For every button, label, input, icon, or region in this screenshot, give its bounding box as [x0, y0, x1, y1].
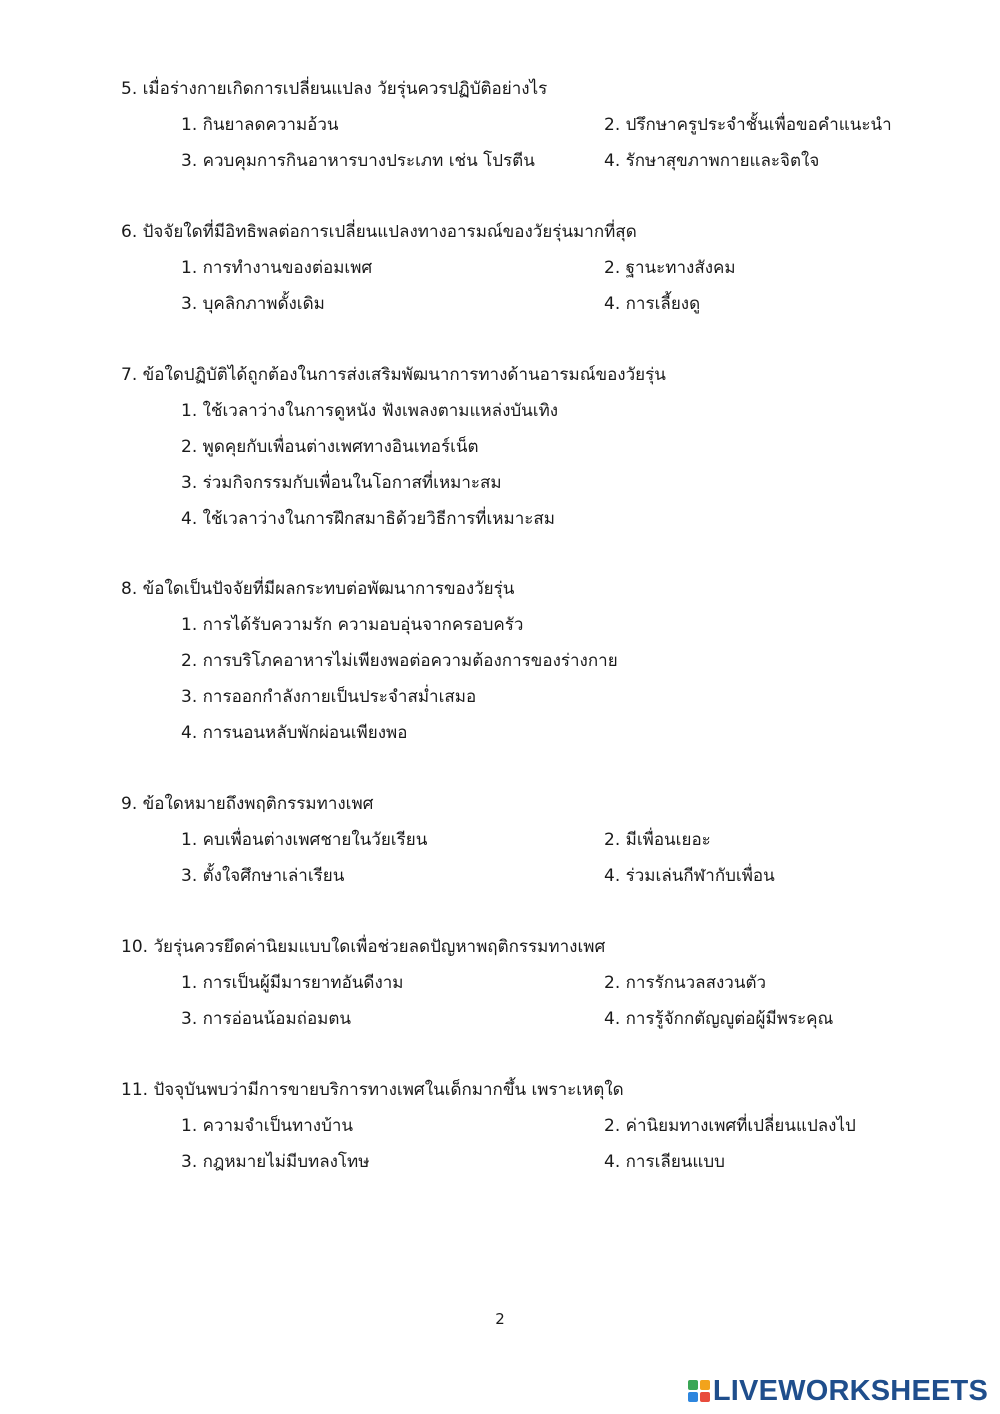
logo-text: LIVEWORKSHEETS [712, 1374, 988, 1407]
q9-option-4[interactable]: 4. ร่วมเล่นกีฬากับเพื่อน [604, 866, 775, 886]
q7-option-3[interactable]: 3. ร่วมกิจกรรมกับเพื่อนในโอกาสที่เหมาะสม [181, 473, 502, 493]
q9-option-2[interactable]: 2. มีเพื่อนเยอะ [604, 830, 711, 850]
question-10: 10. วัยรุ่นควรยึดค่านิยมแบบใดเพื่อช่วยลดปัญหาพฤติกรรมทางเพศ [121, 937, 606, 957]
question-6: 6. ปัจจัยใดที่มีอิทธิพลต่อการเปลี่ยนแปลงทางอารมณ์ของวัยรุ่นมากที่สุด [121, 222, 637, 242]
question-5: 5. เมื่อร่างกายเกิดการเปลี่ยนแปลง วัยรุ่นควรปฏิบัติอย่างไร [121, 79, 548, 99]
q11-option-1[interactable]: 1. ความจำเป็นทางบ้าน [181, 1116, 354, 1136]
q10-option-1[interactable]: 1. การเป็นผู้มีมารยาทอันดีงาม [181, 973, 404, 993]
logo-square-orange [700, 1380, 710, 1390]
liveworksheets-logo[interactable] [688, 1374, 988, 1408]
q8-option-2[interactable]: 2. การบริโภคอาหารไม่เพียงพอต่อความต้องการของร่างกาย [181, 651, 618, 671]
logo-square-red [700, 1392, 710, 1402]
question-9: 9. ข้อใดหมายถึงพฤติกรรมทางเพศ [121, 794, 374, 814]
question-7: 7. ข้อใดปฏิบัติได้ถูกต้องในการส่งเสริมพัฒนาการทางด้านอารมณ์ของวัยรุ่น [121, 365, 666, 385]
q7-option-1[interactable]: 1. ใช้เวลาว่างในการดูหนัง ฟังเพลงตามแหล่งบันเทิง [181, 401, 559, 421]
q6-option-3[interactable]: 3. บุคลิกภาพดั้งเดิม [181, 294, 325, 314]
q11-option-4[interactable]: 4. การเลียนแบบ [604, 1152, 725, 1172]
q10-option-3[interactable]: 3. การอ่อนน้อมถ่อมตน [181, 1009, 352, 1029]
q5-option-3[interactable]: 3. ควบคุมการกินอาหารบางประเภท เช่น โปรตีน [181, 151, 535, 171]
q5-option-4[interactable]: 4. รักษาสุขภาพกายและจิตใจ [604, 151, 820, 171]
q6-option-4[interactable]: 4. การเลี้ยงดู [604, 294, 701, 314]
liveworksheets-logo-icon [688, 1380, 710, 1402]
q5-option-1[interactable]: 1. กินยาลดความอ้วน [181, 115, 339, 135]
logo-square-green [688, 1380, 698, 1390]
question-8: 8. ข้อใดเป็นปัจจัยที่มีผลกระทบต่อพัฒนาการของวัยรุ่น [121, 579, 515, 599]
q8-option-4[interactable]: 4. การนอนหลับพักผ่อนเพียงพอ [181, 723, 408, 743]
q7-option-4[interactable]: 4. ใช้เวลาว่างในการฝึกสมาธิด้วยวิธีการที่เหมาะสม [181, 509, 555, 529]
logo-square-blue [688, 1392, 698, 1402]
q9-option-1[interactable]: 1. คบเพื่อนต่างเพศชายในวัยเรียน [181, 830, 428, 850]
q8-option-1[interactable]: 1. การได้รับความรัก ความอบอุ่นจากครอบครัว [181, 615, 524, 635]
q10-option-2[interactable]: 2. การรักนวลสงวนตัว [604, 973, 767, 993]
q11-option-2[interactable]: 2. ค่านิยมทางเพศที่เปลี่ยนแปลงไป [604, 1116, 856, 1136]
question-11: 11. ปัจจุบันพบว่ามีการขายบริการทางเพศในเด็กมากขึ้น เพราะเหตุใด [121, 1080, 624, 1100]
q6-option-1[interactable]: 1. การทำงานของต่อมเพศ [181, 258, 373, 278]
page-number: 2 [495, 1310, 505, 1328]
q8-option-3[interactable]: 3. การออกกำลังกายเป็นประจำสม่ำเสมอ [181, 687, 477, 707]
q10-option-4[interactable]: 4. การรู้จักกตัญญูต่อผู้มีพระคุณ [604, 1009, 834, 1029]
q9-option-3[interactable]: 3. ตั้งใจศึกษาเล่าเรียน [181, 866, 345, 886]
q11-option-3[interactable]: 3. กฎหมายไม่มีบทลงโทษ [181, 1152, 370, 1172]
q6-option-2[interactable]: 2. ฐานะทางสังคม [604, 258, 736, 278]
q7-option-2[interactable]: 2. พูดคุยกับเพื่อนต่างเพศทางอินเทอร์เน็ต [181, 437, 479, 457]
q5-option-2[interactable]: 2. ปรึกษาครูประจำชั้นเพื่อขอคำแนะนำ [604, 115, 892, 135]
